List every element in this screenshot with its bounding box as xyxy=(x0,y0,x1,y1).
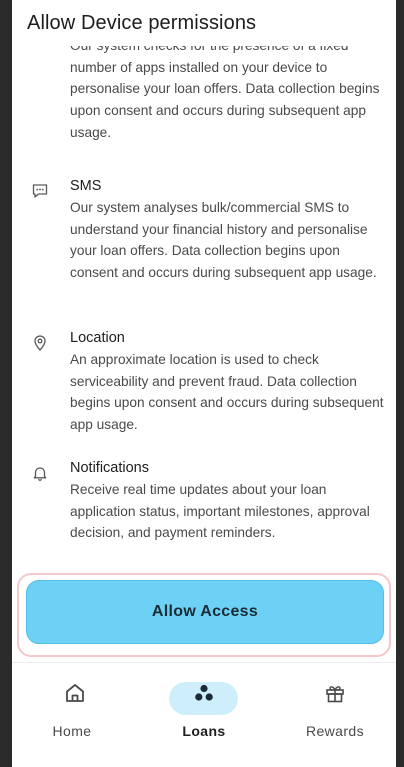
nav-label-loans: Loans xyxy=(182,723,226,739)
permissions-screen xyxy=(12,0,396,767)
allow-access-button[interactable]: Allow Access xyxy=(26,580,384,644)
nav-label-rewards: Rewards xyxy=(305,723,365,739)
nav-item-home[interactable] xyxy=(27,663,117,753)
permission-notifications xyxy=(12,460,396,560)
permission-sms xyxy=(12,178,396,308)
permission-apps xyxy=(12,35,396,145)
nav-item-rewards[interactable] xyxy=(290,663,380,753)
permission-location-title: Location xyxy=(70,330,125,346)
bottom-nav xyxy=(12,662,396,767)
nav-item-loans[interactable] xyxy=(159,663,249,753)
bell-icon xyxy=(31,464,49,482)
permission-location-description: An approximate location is used to check serviceability and prevent fraud. Data collection begins upon consent and occurs during subsequent app usage. xyxy=(70,352,384,433)
loans-icon xyxy=(192,681,216,705)
permission-sms-description: Our system analyses bulk/commercial SMS to understand your financial history and personalise your loan offers. Data collection begins upon consent and occurs during subsequent app usage. xyxy=(70,200,377,281)
location-pin-icon xyxy=(31,334,49,352)
permission-location xyxy=(12,330,396,440)
header xyxy=(12,0,396,46)
home-icon xyxy=(63,681,87,705)
permission-notifications-description: Receive real time updates about your loan application status, important milestones, approval decision, and payment reminders. xyxy=(70,482,370,541)
gift-icon xyxy=(323,681,347,705)
permission-apps-description: number of apps installed on your device to personalise your loan offers. Data collection begins upon consent and occurs during subsequent app usage. xyxy=(70,59,380,140)
message-icon xyxy=(31,182,49,200)
page-title: Allow Device permissions xyxy=(27,12,257,34)
nav-label-home: Home xyxy=(52,723,92,739)
permission-sms-title: SMS xyxy=(70,178,102,194)
permissions-list[interactable] xyxy=(12,46,396,564)
permission-notifications-title: Notifications xyxy=(70,460,149,476)
